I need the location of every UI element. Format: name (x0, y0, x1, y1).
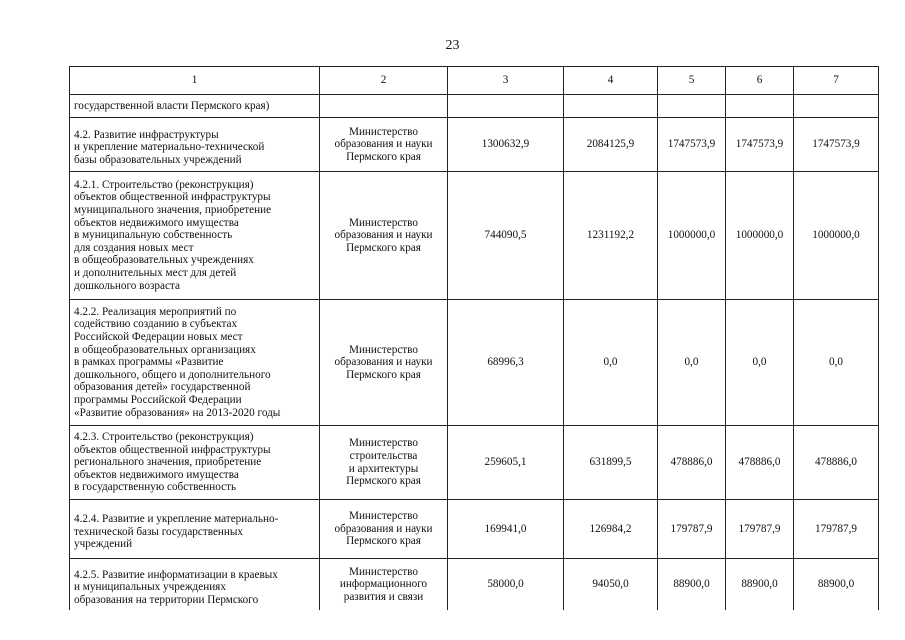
row-value: 259605,1 (448, 426, 564, 500)
row-value (726, 95, 794, 118)
row-value (794, 95, 879, 118)
budget-table (69, 66, 879, 610)
row-agency: Министерство образования и науки Пермского края (320, 118, 448, 172)
table-row (70, 95, 879, 118)
row-agency: Министерство информационного развития и связи (320, 559, 448, 611)
row-value (564, 95, 658, 118)
row-value: 478886,0 (726, 426, 794, 500)
row-value: 1231192,2 (564, 172, 658, 300)
row-value (448, 95, 564, 118)
column-header: 7 (794, 67, 879, 95)
column-header: 3 (448, 67, 564, 95)
row-value: 1000000,0 (726, 172, 794, 300)
table-row (70, 172, 879, 300)
row-value: 179787,9 (658, 500, 726, 559)
row-name: 4.2. Развитие инфраструктуры и укрепление материально-технической базы образовательных учреждений (70, 118, 320, 172)
row-value: 478886,0 (794, 426, 879, 500)
row-value: 179787,9 (726, 500, 794, 559)
row-value: 1747573,9 (794, 118, 879, 172)
header-row (70, 67, 879, 95)
row-value: 94050,0 (564, 559, 658, 611)
row-value: 1300632,9 (448, 118, 564, 172)
table-row (70, 559, 879, 611)
row-value: 1000000,0 (794, 172, 879, 300)
row-value: 744090,5 (448, 172, 564, 300)
row-value: 88900,0 (794, 559, 879, 611)
row-value: 88900,0 (658, 559, 726, 611)
column-header: 6 (726, 67, 794, 95)
column-header: 1 (70, 67, 320, 95)
page-number: 23 (445, 38, 460, 53)
row-value: 169941,0 (448, 500, 564, 559)
row-value: 1747573,9 (658, 118, 726, 172)
row-agency: Министерство строительства и архитектуры Пермского края (320, 426, 448, 500)
row-agency (320, 95, 448, 118)
row-value: 1000000,0 (658, 172, 726, 300)
row-value: 0,0 (564, 300, 658, 426)
row-value: 126984,2 (564, 500, 658, 559)
row-value: 1747573,9 (726, 118, 794, 172)
row-agency: Министерство образования и науки Пермского края (320, 300, 448, 426)
row-name: 4.2.4. Развитие и укрепление материально- технической базы государственных учреждений (70, 500, 320, 559)
row-agency: Министерство образования и науки Пермского края (320, 500, 448, 559)
row-name: 4.2.1. Строительство (реконструкция) объектов общественной инфраструктуры муниципального значения, приобретение объектов недвижимого имущества в муниципальную собственность для создания новых мест в общеобразовательных учреждениях и дополнительных мест для детей дошкольного возраста (70, 172, 320, 300)
row-value: 0,0 (658, 300, 726, 426)
table-row (70, 500, 879, 559)
row-agency: Министерство образования и науки Пермского края (320, 172, 448, 300)
row-value: 0,0 (794, 300, 879, 426)
row-value: 58000,0 (448, 559, 564, 611)
column-header: 5 (658, 67, 726, 95)
row-value: 68996,3 (448, 300, 564, 426)
row-value: 88900,0 (726, 559, 794, 611)
row-value: 478886,0 (658, 426, 726, 500)
column-header: 4 (564, 67, 658, 95)
row-value: 631899,5 (564, 426, 658, 500)
row-name: государственной власти Пермского края) (70, 95, 320, 118)
table-row (70, 426, 879, 500)
row-value: 2084125,9 (564, 118, 658, 172)
table-row (70, 300, 879, 426)
table-row (70, 118, 879, 172)
row-name: 4.2.3. Строительство (реконструкция) объектов общественной инфраструктуры регионального значения, приобретение объектов недвижимого имущества в государственную собственность (70, 426, 320, 500)
row-value (658, 95, 726, 118)
row-name: 4.2.2. Реализация мероприятий по содействию созданию в субъектах Российской Федерации новых мест в общеобразовательных организациях в рамках программы «Развитие дошкольного, общего и дополнительного образования детей» государственной программы Российской Федерации «Развитие образования» на 2013-2020 годы (70, 300, 320, 426)
row-name: 4.2.5. Развитие информатизации в краевых и муниципальных учреждениях образования на территории Пермского (70, 559, 320, 611)
row-value: 179787,9 (794, 500, 879, 559)
column-header: 2 (320, 67, 448, 95)
row-value: 0,0 (726, 300, 794, 426)
